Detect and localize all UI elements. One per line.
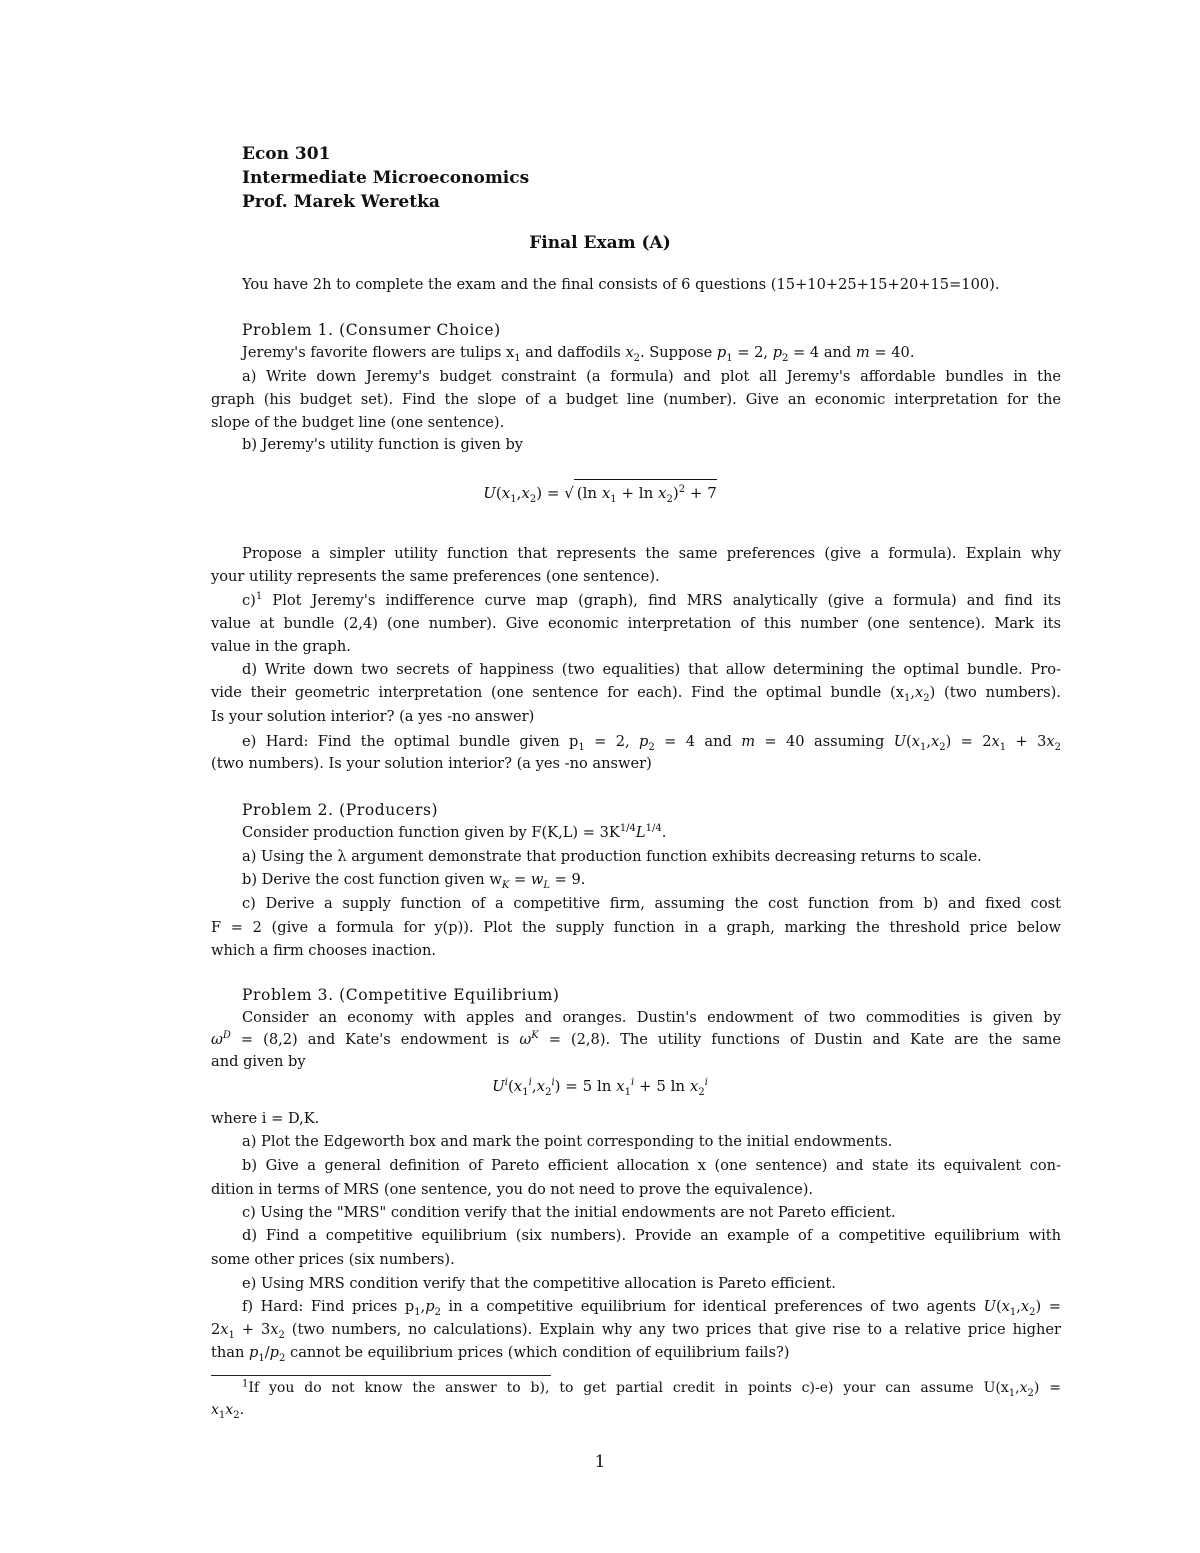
- problem-3-line: d) Find a competitive equilibrium (six numbers). Provide an example of a competitive equilibrium with: [242, 1227, 1061, 1244]
- problem-3-line: $2x_1 + 3x_2$ (two numbers, no calculations). Explain why any two prices that give rise to a relative price higher: [211, 1321, 1061, 1341]
- professor-name: Prof. Marek Weretka: [242, 192, 440, 212]
- problem-3-line: where i = D,K.: [211, 1110, 320, 1127]
- problem-1-line: d) Write down two secrets of happiness (two equalities) that allow determining the optimal bundle. Pro-: [242, 661, 1061, 678]
- problem-3-line: some other prices (six numbers).: [211, 1251, 455, 1268]
- problem-1-line: Is your solution interior? (a yes -no answer): [211, 708, 535, 725]
- problem-1-line: b) Jeremy's utility function is given by: [242, 436, 524, 453]
- problem-2-heading: Problem 2. (Producers): [242, 801, 439, 819]
- problem-3-line: $\omega^D = (8,2)$ and Kate's endowment is $\omega^K = (2,8)$. The utility functions of Dustin and Kate are the same: [211, 1030, 1061, 1048]
- problem-1-line: Jeremy's favorite flowers are tulips $x_1$ and daffodils $x_2$. Suppose $p_1 = 2$, $p_2 = 4$ and m = 40.: [242, 344, 915, 364]
- exam-title: Final Exam (A): [529, 233, 671, 253]
- problem-1-line: value at bundle (2,4) (one number). Give economic interpretation of this number (one sentence). Mark its: [211, 615, 1061, 632]
- problem-2-line: which a firm chooses inaction.: [211, 942, 436, 959]
- problem-1-line: a) Write down Jeremy's budget constraint (a formula) and plot all Jeremy's affordable bundles in the: [242, 368, 1061, 385]
- problem-1-heading: Problem 1. (Consumer Choice): [242, 321, 501, 339]
- footnote: $^1$If you do not know the answer to b), to get partial credit in points c)-e) your can assume $U(x_1,x_2)$ =: [242, 1378, 1061, 1399]
- problem-2-line: a) Using the λ argument demonstrate that production function exhibits decreasing returns to scale.: [242, 848, 982, 865]
- problem-3-line: and given by: [211, 1053, 306, 1070]
- course-code: Econ 301: [242, 144, 331, 164]
- problem-1-line: your utility represents the same preferences (one sentence).: [211, 568, 660, 585]
- problem-1-line: slope of the budget line (one sentence).: [211, 414, 505, 431]
- problem-3-line: than $p_1/p_2$ cannot be equilibrium prices (which condition of equilibrium fails?): [211, 1344, 790, 1364]
- problem-3-line: Consider an economy with apples and oranges. Dustin's endowment of two commodities is given by: [242, 1009, 1061, 1026]
- problem-3-line: b) Give a general definition of Pareto efficient allocation x (one sentence) and state its equivalent con-: [242, 1157, 1061, 1174]
- problem-3-line: f) Hard: Find prices $p_1,p_2$ in a competitive equilibrium for identical preferences of two agents $U(x_1,x_2)$ =: [242, 1298, 1062, 1318]
- problem-2-line: b) Derive the cost function given $w_K = w_L = 9$.: [242, 871, 586, 891]
- problem-1-line: graph (his budget set). Find the slope of a budget line (number). Give an economic interpretation for the: [211, 391, 1061, 408]
- footnote-continuation: $x_1x_2$.: [211, 1402, 245, 1421]
- problem-1-line: Propose a simpler utility function that represents the same preferences (give a formula). Explain why: [242, 545, 1061, 562]
- problem-2-line: c) Derive a supply function of a competitive firm, assuming the cost function from b) and fixed cost: [242, 895, 1061, 912]
- problem-3-line: a) Plot the Edgeworth box and mark the point corresponding to the initial endowments.: [242, 1133, 893, 1150]
- page-number: 1: [594, 1452, 606, 1472]
- course-title: Intermediate Microeconomics: [242, 168, 530, 188]
- problem-2-line: Consider production function given by $F(K,L) = 3K^{1/4}L^{1/4}$.: [242, 823, 667, 841]
- problem-1-line: c)$^1$ Plot Jeremy's indifference curve map (graph), find MRS analytically (give a formula) and find its: [242, 591, 1062, 609]
- problem-1-line: (two numbers). Is your solution interior? (a yes -no answer): [211, 755, 652, 772]
- footnote-rule: [211, 1375, 551, 1376]
- problem-3-line: dition in terms of MRS (one sentence, you do not need to prove the equivalence).: [211, 1181, 814, 1198]
- problem-1-line: value in the graph.: [211, 638, 351, 655]
- problem-1-line: vide their geometric interpretation (one sentence for each). Find the optimal bundle $(x_1,x_2)$ (two numbers).: [211, 684, 1061, 704]
- problem-2-line: F = 2 (give a formula for y(p)). Plot the supply function in a graph, marking the threshold price below: [211, 919, 1061, 936]
- problem-3-line: c) Using the "MRS" condition verify that the initial endowments are not Pareto efficient.: [242, 1204, 896, 1221]
- problem-1-line: e) Hard: Find the optimal bundle given $p_1 = 2$, $p_2 = 4$ and m = 40 assuming $U(x_1,x_2) = 2x_1 + 3x_2$: [242, 733, 1062, 753]
- problem-3-heading: Problem 3. (Competitive Equilibrium): [242, 986, 560, 1004]
- exam-instructions: You have 2h to complete the exam and the final consists of 6 questions (15+10+25+15+20+15=100).: [242, 276, 1000, 293]
- utility-equation-agents: $U^i(x_1^i,x_2^i) = 5$ $\ln x_1^i + 5$ $\ln x_2^i$: [492, 1077, 708, 1098]
- problem-3-line: e) Using MRS condition verify that the competitive allocation is Pareto efficient.: [242, 1275, 836, 1292]
- utility-equation: $U(x_1,x_2)$ = √ (ln $x_1 + \ln x_2)^2 + 7$: [0, 479, 1200, 505]
